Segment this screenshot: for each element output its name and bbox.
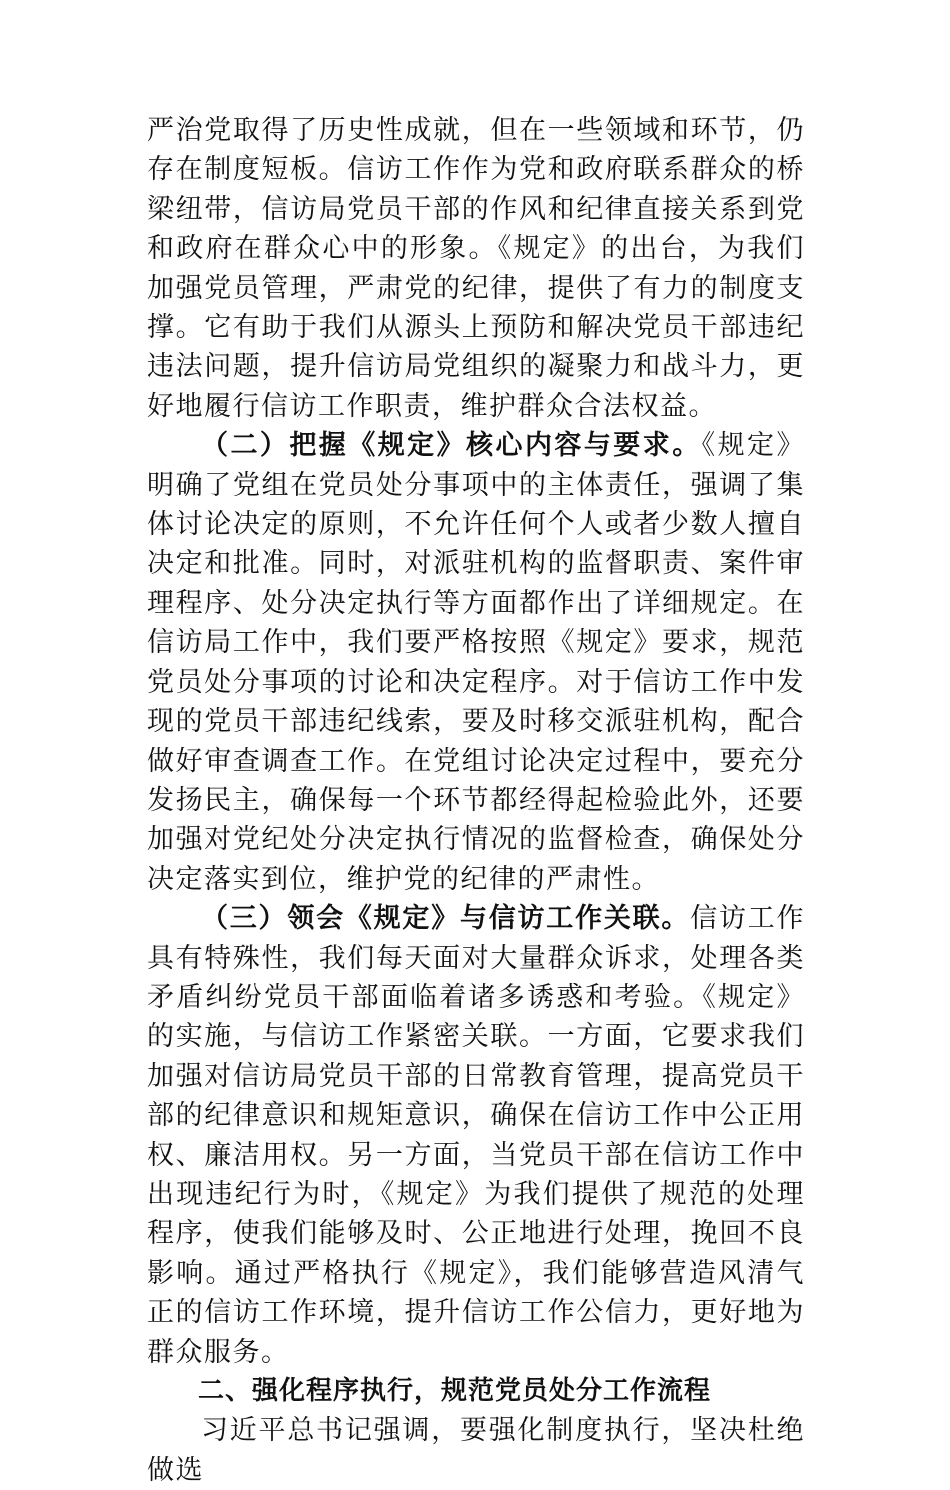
paragraph-section-3 xyxy=(147,899,805,1372)
document-body xyxy=(147,111,805,1490)
paragraph-lead-3: （三）领会《规定》与信访工作关联。 xyxy=(201,903,691,935)
paragraph-section-4: 习近平总书记强调，要强化制度执行，坚决杜绝做选 xyxy=(147,1415,805,1486)
section-heading-2: 二、强化程序执行，规范党员处分工作流程 xyxy=(198,1376,712,1406)
paragraph-section-2 xyxy=(147,426,805,899)
paragraph-continuation: 严治党取得了历史性成就，但在一些领域和环节，仍存在制度短板。信访工作作为党和政府联系群众的桥梁纽带，信访局党员干部的作风和纪律直接关系到党和政府在群众心中的形象。《规定》的出台，为我们加强党员管理，严肃党的纪律，提供了有力的制度支撑。它有助于我们从源头上预防和解决党员干部违纪违法问题，提升信访局党组织的凝聚力和战斗力，更好地履行信访工作职责，维护群众合法权益。 xyxy=(147,115,805,422)
paragraph-body-2: 《规定》明确了党组在党员处分事项中的主体责任，强调了集体讨论决定的原则，不允许任何个人或者少数人擅自决定和批准。同时，对派驻机构的监督职责、案件审理程序、处分决定执行等方面都作出了详细规定。在信访局工作中，我们要严格按照《规定》要求，规范党员处分事项的讨论和决定程序。对于信访工作中发现的党员干部违纪线索，要及时移交派驻机构，配合做好审查调查工作。在党组讨论决定过程中，要充分发扬民主，确保每一个环节都经得起检验此外，还要加强对党纪处分决定执行情况的监督检查，确保处分决定落实到位，维护党的纪律的严肃性。 xyxy=(147,430,806,895)
paragraph-lead-2: （二）把握《规定》核心内容与要求。 xyxy=(201,430,702,462)
paragraph-body-3: 信访工作具有特殊性，我们每天面对大量群众诉求，处理各类矛盾纠纷党员干部面临着诸多诱惑和考验。《规定》的实施，与信访工作紧密关联。一方面，它要求我们加强对信访局党员干部的日常教育管理，提高党员干部的纪律意识和规矩意识，确保在信访工作中公正用权、廉洁用权。另一方面，当党员干部在信访工作中出现违纪行为时，《规定》为我们提供了规范的处理程序，使我们能够及时、公正地进行处理，挽回不良影响。通过严格执行《规定》，我们能够营造风清气正的信访工作环境，提升信访工作公信力，更好地为群众服务。 xyxy=(147,903,806,1368)
